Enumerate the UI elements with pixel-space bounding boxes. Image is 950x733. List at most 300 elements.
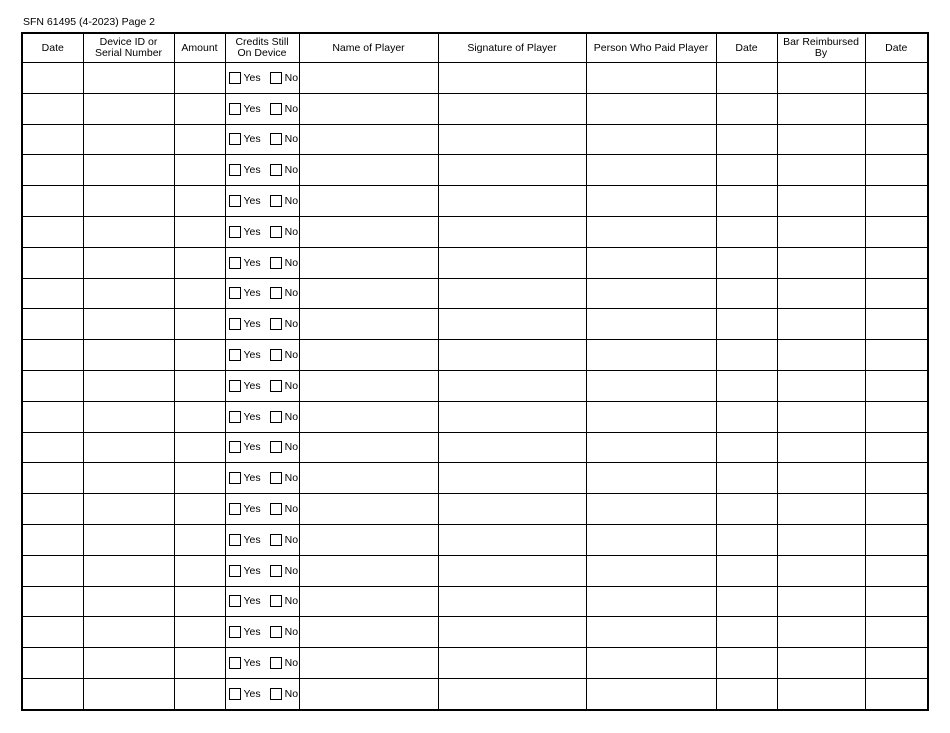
col-date: Date (22, 33, 83, 63)
player-name-field[interactable] (299, 432, 438, 463)
paid-by-field[interactable] (586, 524, 716, 555)
device-id-field[interactable] (83, 63, 174, 94)
player-name-field[interactable] (299, 524, 438, 555)
player-name-field[interactable] (299, 186, 438, 217)
yes-checkbox[interactable] (229, 226, 241, 238)
payout-log-table (21, 32, 929, 711)
amount-field[interactable] (174, 278, 225, 309)
paid-by-field[interactable] (586, 186, 716, 217)
paid-by-field[interactable] (586, 63, 716, 94)
yes-label: Yes (243, 533, 261, 546)
yes-checkbox[interactable] (229, 472, 241, 484)
yes-checkbox[interactable] (229, 595, 241, 607)
no-checkbox[interactable] (270, 380, 282, 392)
amount-field[interactable] (174, 216, 225, 247)
yes-label: Yes (243, 164, 261, 177)
credits-still-on-device-field (225, 678, 299, 710)
paid-by-field[interactable] (586, 370, 716, 401)
player-signature-field[interactable] (438, 155, 586, 186)
paid-date-field[interactable] (716, 93, 777, 124)
device-id-field[interactable] (83, 155, 174, 186)
no-checkbox[interactable] (270, 226, 282, 238)
amount-field[interactable] (174, 247, 225, 278)
player-name-field[interactable] (299, 494, 438, 525)
player-name-field[interactable] (299, 155, 438, 186)
paid-date-field[interactable] (716, 678, 777, 710)
yes-label: Yes (243, 503, 261, 516)
player-signature-field[interactable] (438, 648, 586, 679)
player-signature-field[interactable] (438, 124, 586, 155)
no-checkbox[interactable] (270, 103, 282, 115)
date-field[interactable] (22, 494, 83, 525)
no-checkbox[interactable] (270, 565, 282, 577)
date-field[interactable] (22, 617, 83, 648)
credits-still-on-device-field (225, 586, 299, 617)
yes-label: Yes (243, 379, 261, 392)
date-field[interactable] (22, 648, 83, 679)
paid-by-field[interactable] (586, 555, 716, 586)
device-id-field[interactable] (83, 124, 174, 155)
yes-label: Yes (243, 256, 261, 269)
reimbursed-date-field[interactable] (865, 63, 928, 94)
yes-checkbox[interactable] (229, 164, 241, 176)
reimbursed-by-field[interactable] (777, 155, 865, 186)
table-row (22, 586, 928, 617)
credits-still-on-device-field (225, 648, 299, 679)
paid-by-field[interactable] (586, 678, 716, 710)
credits-still-on-device-field (225, 494, 299, 525)
paid-date-field[interactable] (716, 370, 777, 401)
device-id-field[interactable] (83, 617, 174, 648)
date-field[interactable] (22, 247, 83, 278)
player-signature-field[interactable] (438, 309, 586, 340)
amount-field[interactable] (174, 678, 225, 710)
paid-by-field[interactable] (586, 309, 716, 340)
device-id-field[interactable] (83, 93, 174, 124)
paid-date-field[interactable] (716, 586, 777, 617)
yes-checkbox[interactable] (229, 657, 241, 669)
reimbursed-date-field[interactable] (865, 309, 928, 340)
paid-by-field[interactable] (586, 247, 716, 278)
paid-date-field[interactable] (716, 155, 777, 186)
reimbursed-by-field[interactable] (777, 93, 865, 124)
reimbursed-by-field[interactable] (777, 186, 865, 217)
table-row (22, 678, 928, 710)
yes-checkbox[interactable] (229, 411, 241, 423)
date-field[interactable] (22, 555, 83, 586)
amount-field[interactable] (174, 63, 225, 94)
no-checkbox[interactable] (270, 534, 282, 546)
yes-checkbox[interactable] (229, 626, 241, 638)
paid-by-field[interactable] (586, 93, 716, 124)
no-label: No (284, 225, 299, 238)
yes-checkbox[interactable] (229, 380, 241, 392)
yes-checkbox[interactable] (229, 103, 241, 115)
date-field[interactable] (22, 278, 83, 309)
col-name-of-player: Name of Player (299, 33, 438, 63)
table-row (22, 340, 928, 371)
no-label: No (284, 410, 299, 423)
yes-checkbox[interactable] (229, 534, 241, 546)
no-label: No (284, 256, 299, 269)
reimbursed-by-field[interactable] (777, 524, 865, 555)
no-checkbox[interactable] (270, 349, 282, 361)
amount-field[interactable] (174, 648, 225, 679)
reimbursed-date-field[interactable] (865, 186, 928, 217)
paid-date-field[interactable] (716, 401, 777, 432)
no-label: No (284, 195, 299, 208)
player-name-field[interactable] (299, 370, 438, 401)
credits-still-on-device-field (225, 216, 299, 247)
device-id-field[interactable] (83, 278, 174, 309)
no-label: No (284, 379, 299, 392)
device-id-field[interactable] (83, 370, 174, 401)
amount-field[interactable] (174, 586, 225, 617)
amount-field[interactable] (174, 340, 225, 371)
table-row (22, 494, 928, 525)
no-checkbox[interactable] (270, 257, 282, 269)
date-field[interactable] (22, 432, 83, 463)
reimbursed-date-field[interactable] (865, 247, 928, 278)
no-checkbox[interactable] (270, 503, 282, 515)
yes-checkbox[interactable] (229, 441, 241, 453)
player-signature-field[interactable] (438, 247, 586, 278)
yes-label: Yes (243, 441, 261, 454)
no-label: No (284, 71, 299, 84)
player-signature-field[interactable] (438, 93, 586, 124)
no-checkbox[interactable] (270, 195, 282, 207)
credits-still-on-device-field (225, 370, 299, 401)
reimbursed-by-field[interactable] (777, 63, 865, 94)
no-checkbox[interactable] (270, 133, 282, 145)
reimbursed-date-field[interactable] (865, 401, 928, 432)
no-checkbox[interactable] (270, 657, 282, 669)
table-row (22, 63, 928, 94)
player-signature-field[interactable] (438, 524, 586, 555)
no-label: No (284, 533, 299, 546)
date-field[interactable] (22, 309, 83, 340)
reimbursed-date-field[interactable] (865, 155, 928, 186)
amount-field[interactable] (174, 617, 225, 648)
device-id-field[interactable] (83, 555, 174, 586)
date-field[interactable] (22, 63, 83, 94)
paid-by-field[interactable] (586, 494, 716, 525)
paid-date-field[interactable] (716, 555, 777, 586)
header-row (22, 33, 928, 63)
paid-date-field[interactable] (716, 524, 777, 555)
no-label: No (284, 318, 299, 331)
amount-field[interactable] (174, 524, 225, 555)
paid-date-field[interactable] (716, 216, 777, 247)
reimbursed-by-field[interactable] (777, 678, 865, 710)
table-row (22, 216, 928, 247)
player-name-field[interactable] (299, 124, 438, 155)
reimbursed-by-field[interactable] (777, 432, 865, 463)
device-id-field[interactable] (83, 524, 174, 555)
date-field[interactable] (22, 678, 83, 710)
reimbursed-date-field[interactable] (865, 586, 928, 617)
no-checkbox[interactable] (270, 287, 282, 299)
no-checkbox[interactable] (270, 411, 282, 423)
device-id-field[interactable] (83, 432, 174, 463)
reimbursed-date-field[interactable] (865, 432, 928, 463)
table-row (22, 124, 928, 155)
reimbursed-by-field[interactable] (777, 309, 865, 340)
reimbursed-by-field[interactable] (777, 370, 865, 401)
date-field[interactable] (22, 340, 83, 371)
paid-by-field[interactable] (586, 124, 716, 155)
reimbursed-by-field[interactable] (777, 278, 865, 309)
reimbursed-by-field[interactable] (777, 586, 865, 617)
yes-checkbox[interactable] (229, 72, 241, 84)
date-field[interactable] (22, 370, 83, 401)
yes-checkbox[interactable] (229, 318, 241, 330)
paid-by-field[interactable] (586, 432, 716, 463)
yes-checkbox[interactable] (229, 287, 241, 299)
yes-label: Yes (243, 71, 261, 84)
yes-label: Yes (243, 102, 261, 115)
yes-label: Yes (243, 626, 261, 639)
paid-by-field[interactable] (586, 278, 716, 309)
player-signature-field[interactable] (438, 401, 586, 432)
credits-still-on-device-field (225, 340, 299, 371)
date-field[interactable] (22, 93, 83, 124)
table-row (22, 463, 928, 494)
amount-field[interactable] (174, 93, 225, 124)
player-name-field[interactable] (299, 463, 438, 494)
reimbursed-date-field[interactable] (865, 340, 928, 371)
paid-date-field[interactable] (716, 186, 777, 217)
no-label: No (284, 687, 299, 700)
player-signature-field[interactable] (438, 617, 586, 648)
player-name-field[interactable] (299, 648, 438, 679)
no-checkbox[interactable] (270, 595, 282, 607)
col-credits-still-on-device: Credits Still On Device (225, 33, 299, 63)
reimbursed-date-field[interactable] (865, 93, 928, 124)
date-field[interactable] (22, 463, 83, 494)
paid-date-field[interactable] (716, 617, 777, 648)
no-label: No (284, 472, 299, 485)
yes-label: Yes (243, 595, 261, 608)
col-bar-reimbursed-by: Bar Reimbursed By (777, 33, 865, 63)
player-signature-field[interactable] (438, 186, 586, 217)
paid-date-field[interactable] (716, 432, 777, 463)
player-name-field[interactable] (299, 63, 438, 94)
amount-field[interactable] (174, 401, 225, 432)
device-id-field[interactable] (83, 586, 174, 617)
table-row (22, 93, 928, 124)
paid-date-field[interactable] (716, 247, 777, 278)
amount-field[interactable] (174, 555, 225, 586)
credits-still-on-device-field (225, 124, 299, 155)
yes-checkbox[interactable] (229, 133, 241, 145)
yes-checkbox[interactable] (229, 503, 241, 515)
paid-date-field[interactable] (716, 309, 777, 340)
no-checkbox[interactable] (270, 472, 282, 484)
yes-label: Yes (243, 225, 261, 238)
credits-still-on-device-field (225, 432, 299, 463)
reimbursed-date-field[interactable] (865, 524, 928, 555)
reimbursed-date-field[interactable] (865, 124, 928, 155)
paid-by-field[interactable] (586, 617, 716, 648)
yes-checkbox[interactable] (229, 688, 241, 700)
player-name-field[interactable] (299, 216, 438, 247)
player-signature-field[interactable] (438, 370, 586, 401)
device-id-field[interactable] (83, 216, 174, 247)
date-field[interactable] (22, 401, 83, 432)
device-id-field[interactable] (83, 678, 174, 710)
paid-by-field[interactable] (586, 648, 716, 679)
reimbursed-by-field[interactable] (777, 340, 865, 371)
paid-by-field[interactable] (586, 401, 716, 432)
reimbursed-by-field[interactable] (777, 617, 865, 648)
yes-checkbox[interactable] (229, 565, 241, 577)
paid-by-field[interactable] (586, 216, 716, 247)
credits-still-on-device-field (225, 278, 299, 309)
col-date-3: Date (865, 33, 928, 63)
player-name-field[interactable] (299, 93, 438, 124)
player-signature-field[interactable] (438, 216, 586, 247)
player-name-field[interactable] (299, 401, 438, 432)
player-name-field[interactable] (299, 278, 438, 309)
yes-label: Yes (243, 133, 261, 146)
paid-by-field[interactable] (586, 586, 716, 617)
credits-still-on-device-field (225, 186, 299, 217)
credits-still-on-device-field (225, 401, 299, 432)
player-signature-field[interactable] (438, 678, 586, 710)
date-field[interactable] (22, 216, 83, 247)
date-field[interactable] (22, 586, 83, 617)
no-checkbox[interactable] (270, 164, 282, 176)
device-id-field[interactable] (83, 340, 174, 371)
amount-field[interactable] (174, 463, 225, 494)
no-label: No (284, 595, 299, 608)
reimbursed-date-field[interactable] (865, 216, 928, 247)
reimbursed-date-field[interactable] (865, 370, 928, 401)
amount-field[interactable] (174, 432, 225, 463)
table-row (22, 370, 928, 401)
credits-still-on-device-field (225, 155, 299, 186)
amount-field[interactable] (174, 370, 225, 401)
table-row (22, 432, 928, 463)
paid-by-field[interactable] (586, 155, 716, 186)
paid-by-field[interactable] (586, 463, 716, 494)
player-signature-field[interactable] (438, 340, 586, 371)
player-signature-field[interactable] (438, 63, 586, 94)
player-name-field[interactable] (299, 617, 438, 648)
player-signature-field[interactable] (438, 432, 586, 463)
device-id-field[interactable] (83, 494, 174, 525)
credits-still-on-device-field (225, 93, 299, 124)
yes-checkbox[interactable] (229, 257, 241, 269)
no-checkbox[interactable] (270, 72, 282, 84)
device-id-field[interactable] (83, 401, 174, 432)
reimbursed-by-field[interactable] (777, 124, 865, 155)
reimbursed-by-field[interactable] (777, 494, 865, 525)
date-field[interactable] (22, 524, 83, 555)
paid-date-field[interactable] (716, 63, 777, 94)
reimbursed-date-field[interactable] (865, 648, 928, 679)
amount-field[interactable] (174, 186, 225, 217)
device-id-field[interactable] (83, 247, 174, 278)
reimbursed-date-field[interactable] (865, 678, 928, 710)
date-field[interactable] (22, 155, 83, 186)
amount-field[interactable] (174, 309, 225, 340)
paid-date-field[interactable] (716, 463, 777, 494)
player-signature-field[interactable] (438, 463, 586, 494)
no-label: No (284, 564, 299, 577)
player-name-field[interactable] (299, 586, 438, 617)
reimbursed-date-field[interactable] (865, 617, 928, 648)
reimbursed-by-field[interactable] (777, 247, 865, 278)
no-checkbox[interactable] (270, 688, 282, 700)
table-row (22, 524, 928, 555)
device-id-field[interactable] (83, 648, 174, 679)
player-name-field[interactable] (299, 309, 438, 340)
player-name-field[interactable] (299, 247, 438, 278)
reimbursed-date-field[interactable] (865, 494, 928, 525)
paid-date-field[interactable] (716, 124, 777, 155)
reimbursed-date-field[interactable] (865, 278, 928, 309)
reimbursed-by-field[interactable] (777, 401, 865, 432)
amount-field[interactable] (174, 124, 225, 155)
credits-still-on-device-field (225, 555, 299, 586)
reimbursed-date-field[interactable] (865, 555, 928, 586)
paid-date-field[interactable] (716, 278, 777, 309)
player-name-field[interactable] (299, 678, 438, 710)
player-name-field[interactable] (299, 340, 438, 371)
date-field[interactable] (22, 186, 83, 217)
col-date-2: Date (716, 33, 777, 63)
player-name-field[interactable] (299, 555, 438, 586)
paid-date-field[interactable] (716, 494, 777, 525)
player-signature-field[interactable] (438, 494, 586, 525)
col-amount: Amount (174, 33, 225, 63)
no-checkbox[interactable] (270, 318, 282, 330)
yes-checkbox[interactable] (229, 349, 241, 361)
date-field[interactable] (22, 124, 83, 155)
no-checkbox[interactable] (270, 626, 282, 638)
player-signature-field[interactable] (438, 555, 586, 586)
paid-date-field[interactable] (716, 340, 777, 371)
yes-checkbox[interactable] (229, 195, 241, 207)
yes-label: Yes (243, 564, 261, 577)
reimbursed-date-field[interactable] (865, 463, 928, 494)
paid-by-field[interactable] (586, 340, 716, 371)
no-label: No (284, 102, 299, 115)
reimbursed-by-field[interactable] (777, 216, 865, 247)
device-id-field[interactable] (83, 186, 174, 217)
player-signature-field[interactable] (438, 278, 586, 309)
no-label: No (284, 657, 299, 670)
player-signature-field[interactable] (438, 586, 586, 617)
reimbursed-by-field[interactable] (777, 555, 865, 586)
col-signature-of-player: Signature of Player (438, 33, 586, 63)
credits-still-on-device-field (225, 63, 299, 94)
reimbursed-by-field[interactable] (777, 463, 865, 494)
amount-field[interactable] (174, 494, 225, 525)
table-row (22, 186, 928, 217)
table-row (22, 617, 928, 648)
no-label: No (284, 441, 299, 454)
amount-field[interactable] (174, 155, 225, 186)
reimbursed-by-field[interactable] (777, 648, 865, 679)
device-id-field[interactable] (83, 309, 174, 340)
no-checkbox[interactable] (270, 441, 282, 453)
yes-label: Yes (243, 318, 261, 331)
paid-date-field[interactable] (716, 648, 777, 679)
device-id-field[interactable] (83, 463, 174, 494)
